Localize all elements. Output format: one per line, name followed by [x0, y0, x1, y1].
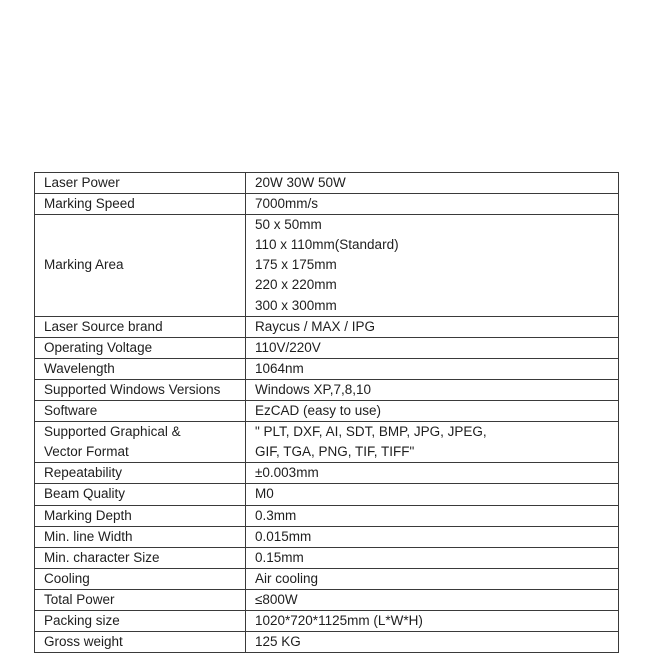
spec-value: Windows XP,7,8,10	[255, 381, 372, 397]
spec-value: EzCAD (easy to use)	[255, 403, 382, 419]
spec-label-cell	[35, 610, 246, 631]
spec-value-cell	[246, 358, 619, 379]
spec-value: 300 x 300mm	[255, 297, 337, 313]
spec-value: ≤800W	[255, 591, 298, 607]
spec-row	[35, 463, 619, 484]
spec-label: Packing size	[44, 612, 120, 628]
spec-label: Vector Format	[44, 444, 129, 460]
spec-value-cell	[246, 215, 619, 316]
spec-row	[35, 173, 619, 194]
spec-value: 220 x 220mm	[255, 277, 337, 293]
spec-label-cell	[35, 526, 246, 547]
spec-label: Supported Graphical &	[44, 424, 181, 440]
spec-row	[35, 505, 619, 526]
spec-label-cell	[35, 484, 246, 505]
spec-value: 20W 30W 50W	[255, 175, 346, 190]
spec-label: Min. line Width	[44, 528, 133, 544]
spec-label-cell	[35, 463, 246, 484]
spec-value-cell	[246, 568, 619, 589]
spec-label-cell	[35, 547, 246, 568]
spec-row	[35, 215, 619, 316]
spec-value: ±0.003mm	[255, 465, 319, 481]
spec-label-cell	[35, 505, 246, 526]
spec-value: 0.3mm	[255, 507, 297, 523]
spec-value: 0.15mm	[255, 549, 304, 565]
spec-row	[35, 422, 619, 463]
spec-value: 110V/220V	[255, 339, 321, 355]
spec-label-cell	[35, 173, 246, 194]
spec-label: Repeatability	[44, 465, 123, 481]
spec-value-cell	[246, 484, 619, 505]
spec-row	[35, 610, 619, 631]
spec-value: 1064nm	[255, 360, 304, 376]
spec-value-cell	[246, 505, 619, 526]
spec-value-cell	[246, 526, 619, 547]
spec-value-cell	[246, 463, 619, 484]
spec-row	[35, 484, 619, 505]
spec-value: 50 x 50mm	[255, 217, 322, 233]
spec-table	[34, 172, 619, 653]
spec-label: Cooling	[44, 570, 90, 586]
spec-value-cell	[246, 337, 619, 358]
spec-row	[35, 547, 619, 568]
spec-row	[35, 316, 619, 337]
spec-label: Gross weight	[44, 634, 123, 650]
spec-value: 175 x 175mm	[255, 257, 337, 273]
spec-label: Marking Speed	[44, 196, 135, 212]
spec-row	[35, 379, 619, 400]
spec-label-cell	[35, 632, 246, 653]
spec-value-cell	[246, 173, 619, 194]
spec-value: GIF, TGA, PNG, TIF, TIFF"	[255, 444, 415, 460]
spec-row	[35, 526, 619, 547]
spec-row	[35, 632, 619, 653]
spec-value: 110 x 110mm(Standard)	[255, 237, 399, 253]
spec-row	[35, 589, 619, 610]
spec-label-cell	[35, 337, 246, 358]
spec-value-cell	[246, 379, 619, 400]
spec-label-cell	[35, 215, 246, 316]
spec-label: Min. character Size	[44, 549, 160, 565]
spec-label: Laser Power	[44, 175, 120, 190]
spec-row	[35, 401, 619, 422]
spec-label: Marking Depth	[44, 507, 132, 523]
spec-row	[35, 568, 619, 589]
spec-value: 7000mm/s	[255, 196, 319, 212]
spec-label-cell	[35, 194, 246, 215]
spec-value: Air cooling	[255, 570, 319, 586]
spec-value-cell	[246, 422, 619, 463]
spec-table-body	[35, 173, 619, 653]
spec-value: M0	[255, 486, 274, 502]
spec-value: 125 KG	[255, 634, 301, 650]
spec-value-cell	[246, 401, 619, 422]
spec-label: Supported Windows Versions	[44, 381, 221, 397]
spec-value-cell	[246, 632, 619, 653]
spec-row	[35, 358, 619, 379]
spec-label: Wavelength	[44, 360, 115, 376]
spec-label-cell	[35, 316, 246, 337]
spec-value-cell	[246, 589, 619, 610]
spec-row	[35, 194, 619, 215]
spec-label-cell	[35, 401, 246, 422]
spec-label: Beam Quality	[44, 486, 126, 502]
spec-label: Marking Area	[44, 257, 124, 273]
spec-label-cell	[35, 568, 246, 589]
spec-row	[35, 337, 619, 358]
spec-label: Operating Voltage	[44, 339, 153, 355]
spec-value: Raycus / MAX / IPG	[255, 318, 376, 334]
spec-label-cell	[35, 379, 246, 400]
spec-value: 1020*720*1125mm (L*W*H)	[255, 612, 423, 628]
spec-label: Total Power	[44, 591, 115, 607]
spec-label-cell	[35, 358, 246, 379]
spec-label-cell	[35, 422, 246, 463]
spec-value-cell	[246, 547, 619, 568]
spec-value: 0.015mm	[255, 528, 312, 544]
spec-label-cell	[35, 589, 246, 610]
spec-value: " PLT, DXF, AI, SDT, BMP, JPG, JPEG,	[255, 424, 487, 440]
spec-value-cell	[246, 610, 619, 631]
spec-label: Software	[44, 403, 98, 419]
spec-value-cell	[246, 194, 619, 215]
spec-value-cell	[246, 316, 619, 337]
spec-label: Laser Source brand	[44, 318, 163, 334]
